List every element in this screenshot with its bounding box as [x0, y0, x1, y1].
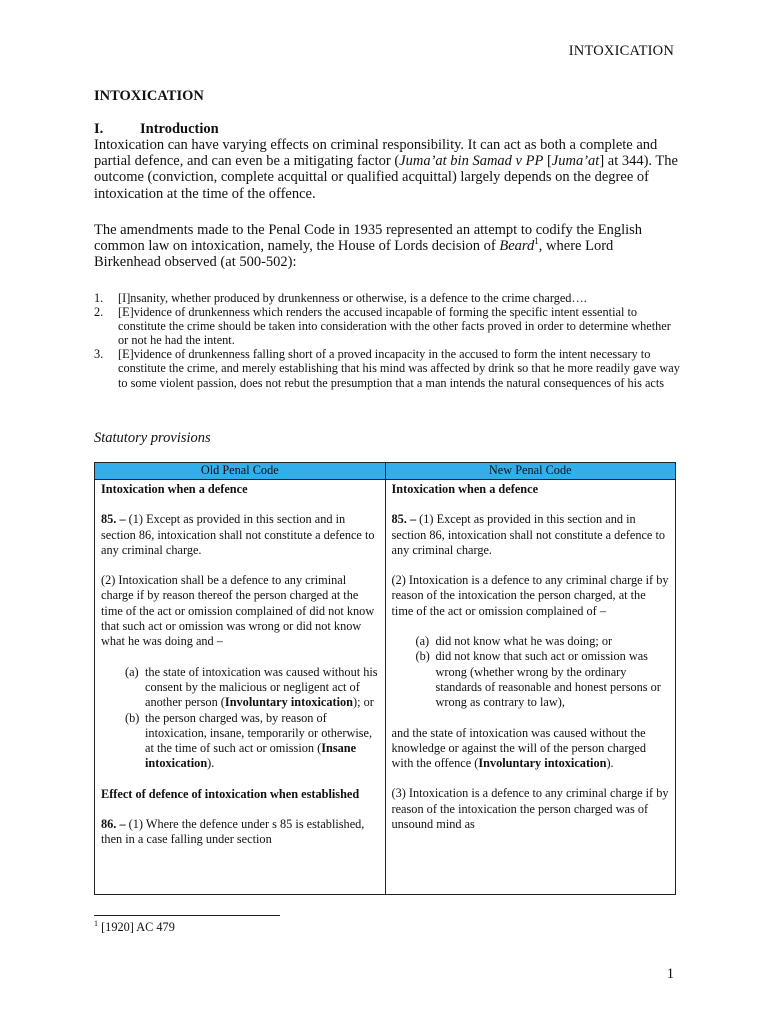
- case-short-name: Juma’at: [551, 153, 600, 170]
- section-heading: [94, 121, 219, 138]
- defined-term: Involuntary intoxication: [224, 695, 354, 710]
- sub-clause-a: [101, 665, 379, 711]
- provision-text: (1) Except as provided in this section and in section 86, intoxication shall not constitute a defence to any criminal charge.: [391, 512, 666, 557]
- case-citation: Beard: [499, 238, 535, 255]
- footnote-text: [1920] AC 479: [98, 920, 175, 934]
- provision-text: the state of intoxication was caused without his consent by the malicious or negligent act of another person (: [145, 664, 378, 710]
- provision-text: and the state of intoxication was caused without the knowledge or against the will of the person charged with the offence (: [391, 725, 647, 771]
- provision-text: did not know that such act or omission was wrong (whether wrong by the ordinary standards of reasonable and honest persons or wrong as contrary to law),: [435, 649, 661, 710]
- running-header: INTOXICATION: [568, 43, 674, 59]
- provision-heading: Effect of defence of intoxication when established: [101, 786, 360, 801]
- section-number: 86. –: [101, 817, 126, 832]
- provision-text: the person charged was, by reason of intoxication, insane, temporarily or otherwise, at the time of such act or omission (: [145, 710, 373, 756]
- statutory-provisions-heading: Statutory provisions: [94, 430, 211, 446]
- section-85-1: [392, 512, 670, 558]
- sub-clause-b: [392, 649, 670, 710]
- document-title: INTOXICATION: [94, 88, 204, 104]
- section-number: 85. –: [101, 512, 126, 527]
- section-title: Introduction: [140, 121, 219, 137]
- section-86-1: [101, 817, 379, 848]
- provision-text: ); or: [353, 695, 374, 710]
- list-number: 3.: [94, 347, 104, 362]
- intro-text: ] at 344). The outcome (conviction, complete acquittal or qualified acquittal) largely depends on the degree of intoxication at the time of the offence.: [94, 153, 678, 202]
- intro-text: Intoxication can have varying effects on criminal responsibility. It can act as both a complete and partial defence, and can even be a mitigating factor (: [94, 137, 658, 170]
- intro-text: The amendments made to the Penal Code in 1935 represented an attempt to codify the English common law on intoxication, namely, the House of Lords decision of: [94, 222, 643, 255]
- provision-text: (1) Except as provided in this section and in section 86, intoxication shall not constitute a defence to any criminal charge.: [101, 512, 375, 557]
- clause-label: (b): [125, 710, 140, 725]
- clause-label: (b): [415, 649, 430, 664]
- section-number: 85. –: [391, 512, 417, 527]
- column-header-new: New Penal Code: [385, 463, 676, 480]
- new-code-cell: [385, 480, 676, 895]
- provision-text: did not know what he was doing; or: [435, 634, 613, 649]
- footnote-marker: 1: [94, 918, 98, 928]
- list-item: [94, 305, 684, 347]
- section-85-3: (3) Intoxication is a defence to any criminal charge if by reason of the intoxication the person charged was of unsound mind as: [391, 786, 669, 832]
- sub-clause-b: [101, 711, 379, 772]
- list-text: [E]vidence of drunkenness falling short of a proved incapacity in the accused to form the intent necessary to constitute the crime, and merely establishing that his mind was affected by drink so that he more readily gave way to some violent passion, does not rebut the presumption that a man intends the natural consequences of his acts: [118, 347, 680, 390]
- intro-paragraph-2: [94, 222, 678, 271]
- section-85-2: (2) Intoxication is a defence to any criminal charge if by reason of the intoxication the person charged, at the time of the act or omission complained of –: [391, 573, 669, 618]
- column-header-old: Old Penal Code: [95, 463, 386, 480]
- table-row: [95, 480, 676, 895]
- list-text: [I]nsanity, whether produced by drunkenness or otherwise, is a defence to the crime charged….: [118, 291, 587, 305]
- quoted-propositions: [94, 291, 684, 390]
- provision-text: (1) Where the defence under s 85 is established, then in a case falling under section: [101, 817, 365, 847]
- provision-heading: Intoxication when a defence: [391, 482, 539, 496]
- section-85-2-tail: [392, 726, 670, 772]
- intro-text: [: [543, 153, 552, 170]
- list-item: [94, 291, 684, 305]
- section-85-1: [101, 512, 379, 558]
- footnote: [94, 920, 175, 935]
- section-number: I.: [94, 121, 104, 137]
- provision-text: ).: [606, 756, 614, 771]
- list-text: [E]vidence of drunkenness which renders the accused incapable of forming the specific intent essential to constitute the crime should be taken into consideration with the other facts proved in order to determine whether or not he had the intent.: [118, 305, 671, 348]
- old-code-cell: [95, 480, 386, 895]
- clause-label: (a): [125, 664, 139, 679]
- clause-label: (a): [415, 634, 430, 649]
- list-item: [94, 347, 684, 389]
- list-number: 1.: [94, 291, 104, 305]
- intro-paragraph-1: [94, 137, 678, 202]
- case-citation: Juma’at bin Samad v PP: [399, 153, 544, 170]
- intro-text: , where Lord Birkenhead observed (at 500-502):: [94, 238, 614, 271]
- table-header-row: [95, 463, 676, 480]
- provision-text: ).: [207, 756, 215, 771]
- list-number: 2.: [94, 305, 104, 320]
- defined-term: Involuntary intoxication: [478, 756, 607, 771]
- page-number: 1: [666, 966, 674, 982]
- provision-heading: Intoxication when a defence: [101, 482, 248, 496]
- defined-term: Insane intoxication: [145, 741, 357, 771]
- footnote-reference[interactable]: 1: [534, 236, 539, 247]
- footnote-separator: [94, 915, 280, 916]
- section-85-2: (2) Intoxication shall be a defence to any criminal charge if by reason thereof the person charged at the time of the act or omission complained of did not know that such act or omission was wrong or did not know what he was doing and –: [101, 573, 375, 649]
- sub-clause-a: [392, 634, 670, 649]
- comparison-table: [94, 462, 676, 895]
